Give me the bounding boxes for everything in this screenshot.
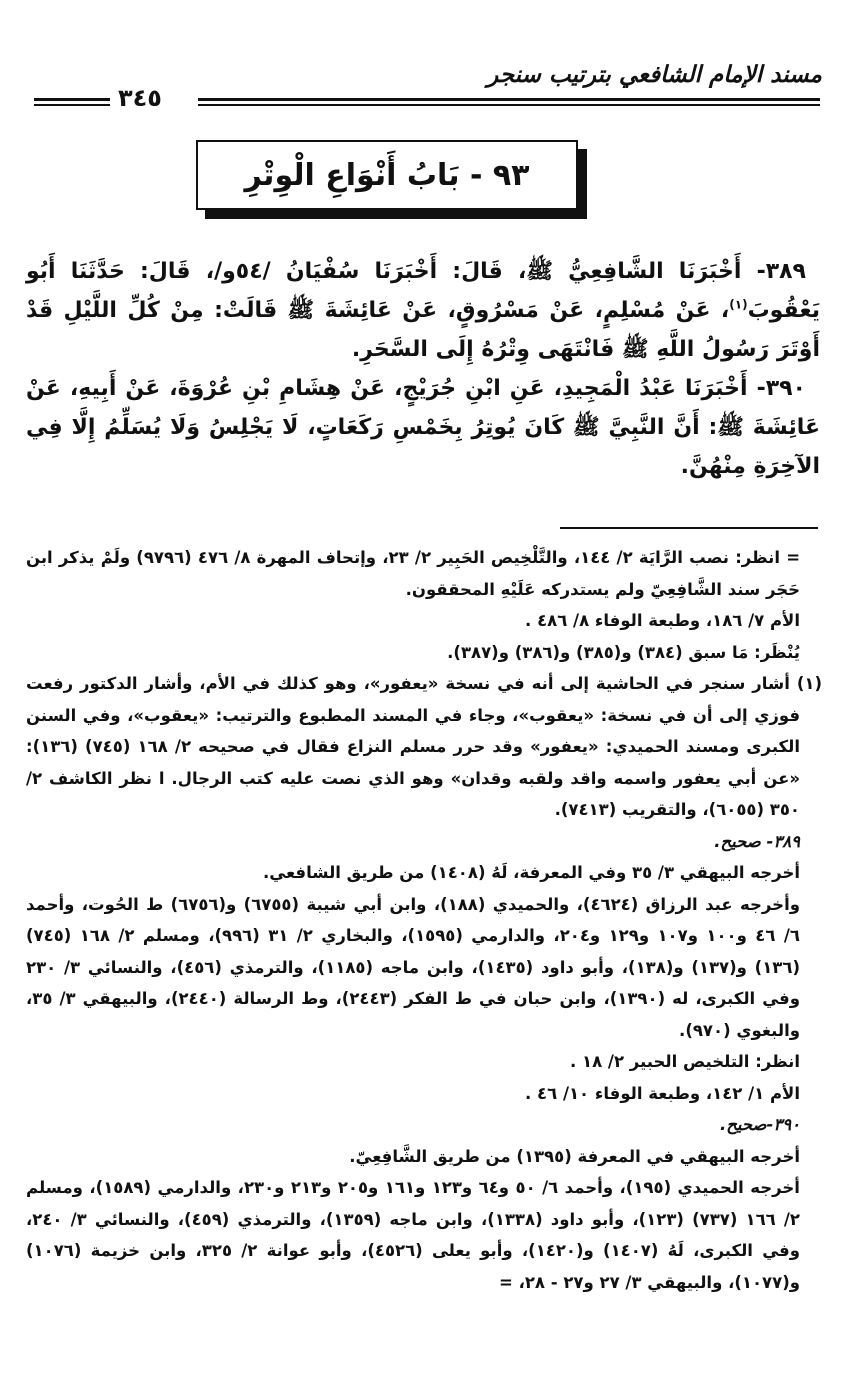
takhrij-389-line: الأم ١/ ١٤٢، وطبعة الوفاء ١٠/ ٤٦ . — [525, 1083, 800, 1103]
footnote-separator — [560, 527, 818, 529]
chapter-title-box — [196, 140, 578, 210]
hadith-390: ٣٩٠- أَخْبَرَنَا عَبْدُ الْمَجِيدِ، عَنِ ابْنِ جُرَيْجٍ، عَنْ هِشَامِ بْنِ عُرْوَةَ، عَنْ أَبِيهِ، عَنْ عَائِشَةَ ﷺ: أَنَّ النَّبِيَّ ﷺ كَانَ يُوتِرُ بِخَمْسِ رَكَعَاتٍ، لَا يَجْلِسُ وَلَا يُسَلِّمُ إِلَّا فِي الآخِرَةِ مِنْهُنَّ. — [26, 376, 820, 479]
takhrij-389-line: وأخرجه عبد الرزاق (٤٦٢٤)، والحميدي (١٨٨)، وابن أبي شيبة (٦٧٥٥) و(٦٧٥٦) ط الحُوت، وأحمد ٦/ ٤٦ و١٠٠ و١٠٧ و١٢٩ و٢٠٤، والدارمي (١٥٩٥)، والبخاري ٢/ ٣١ (٩٩٦)، ومسلم ٢/ ١٦٨ (٧٤٥) (١٣٦) و(١٣٧) و(١٣٨)، وأبو داود (١٤٣٥)، وابن ماجه (١١٨٥)، والترمذي (٤٥٦)، والنسائي ٣/ ٢٣٠ وفي الكبرى، له (١٣٩٠)، وابن حبان في ط الفكر (٢٤٤٣)، وط الرسالة (٢٤٤٠)، والبيهقي ٣/ ٣٥، والبغوي (٩٧٠). — [26, 894, 800, 1040]
header-rule-left — [34, 98, 110, 106]
takhrij-389-heading: ٣٨٩- صحيح. — [714, 831, 800, 851]
footnote-marker[interactable]: (١) — [729, 297, 748, 312]
footnote-1-text: أشار سنجر في الحاشية إلى أنه في نسخة «يعفور»، وهو كذلك في الأم، وأشار الدكتور رفعت فوزي إلى أن في نسخة: «يعقوب»، وجاء في المسند المطبوع والترتيب: «يعقوب»، وفي السنن الكبرى ومسند الحميدي: «يعفور» وقد حرر مسلم النزاع فقال في صحيحه ٢/ ١٦٨ (٧٤٥) (١٣٦): «عن أبي يعفور واسمه واقد ولقبه وقدان» وهو الذي نصت عليه كتب الرجال. ا نظر الكاشف ٢/ ٣٥٠ (٦٠٥٥)، والتقريب (٧٤١٣). — [26, 674, 801, 819]
hadith-389 — [26, 252, 820, 369]
takhrij-389-line: أخرجه البيهقي ٣/ ٣٥ وفي المعرفة، لَهُ (١٤٠٨) من طريق الشافعي. — [263, 863, 800, 882]
hadith-389-text-a: ٣٨٩- أَخْبَرَنَا الشَّافِعِيُّ ﷺ، قَالَ: أَخْبَرَنَا سُفْيَانُ /٥٤و/، قَالَ: حَدَّثَنَا أَبُو يَعْقُوبَ — [26, 259, 820, 323]
note-continuation-line: الأم ٧/ ١٨٦، وطبعة الوفاء ٨/ ٤٨٦ . — [525, 611, 800, 630]
running-title: مسند الإمام الشافعي بترتيب سنجر — [487, 62, 822, 88]
chapter-title: ٩٣ - بَابُ أَنْوَاعِ الْوِتْرِ — [244, 157, 530, 193]
hadith-389-text-b: ، عَنْ مُسْلِمٍ، عَنْ مَسْرُوقٍ، عَنْ عَائِشَةَ ﷺ قَالَتْ: مِنْ كُلِّ اللَّيْلِ قَدْ أَوْتَرَ رَسُولُ اللَّهِ ﷺ فَانْتَهَى وِتْرُهُ إِلَى السَّحَرِ. — [26, 298, 820, 362]
note-continuation-line: يُنْظَر: مَا سبق (٣٨٤) و(٣٨٥) و(٣٨٦) و(٣٨٧). — [447, 642, 800, 662]
note-continuation-line: = انظر: نصب الرَّايَة ٢/ ١٤٤، والتَّلْخِيص الحَبِير ٢/ ٢٣، وإتحاف المهرة ٨/ ٤٧٦ (٩٧٩٦) ولَمْ يذكر ابن حَجَر سند الشَّافِعِيّ ولم يستدركه عَلَيْهِ المحققون. — [26, 548, 801, 599]
takhrij-390-line: أخرجه الحميدي (١٩٥)، وأحمد ٦/ ٥٠ و٦٤ و١٢٣ و١٦١ و٢٠٥ و٢١٣ و٢٣٠، والدارمي (١٥٨٩)، ومسلم ٢/ ١٦٦ (٧٣٧) (١٢٣)، وأبو داود (١٣٣٨)، وابن ماجه (١٣٥٩)، والترمذي (٤٥٩)، والنسائي ٣/ ٢٤٠، وفي الكبرى، لَهُ (١٤٠٧) و(١٤٢٠)، وأبو يعلى (٤٥٢٦)، وأبو عوانة ٢/ ٣٢٥، وابن خزيمة (١٠٧٦) و(١٠٧٧)، والبيهقي ٣/ ٢٧ و٢٧ - ٢٨، = — [26, 1178, 800, 1292]
footnote-1 — [26, 668, 822, 826]
main-text — [26, 252, 820, 486]
takhrij-389-line: انظر: التلخيص الحبير ٢/ ١٨ . — [570, 1052, 800, 1071]
takhrij-390-heading: ٣٩٠-صحيح. — [719, 1115, 800, 1134]
page-number: ٣٤٥ — [118, 84, 162, 112]
takhrij-390-line: أخرجه البيهقي في المعرفة (١٣٩٥) من طريق الشَّافِعِيّ. — [349, 1146, 800, 1166]
footnote-1-number: (١) — [796, 674, 822, 693]
header-rule-right — [198, 98, 820, 106]
footnotes — [26, 542, 822, 1298]
